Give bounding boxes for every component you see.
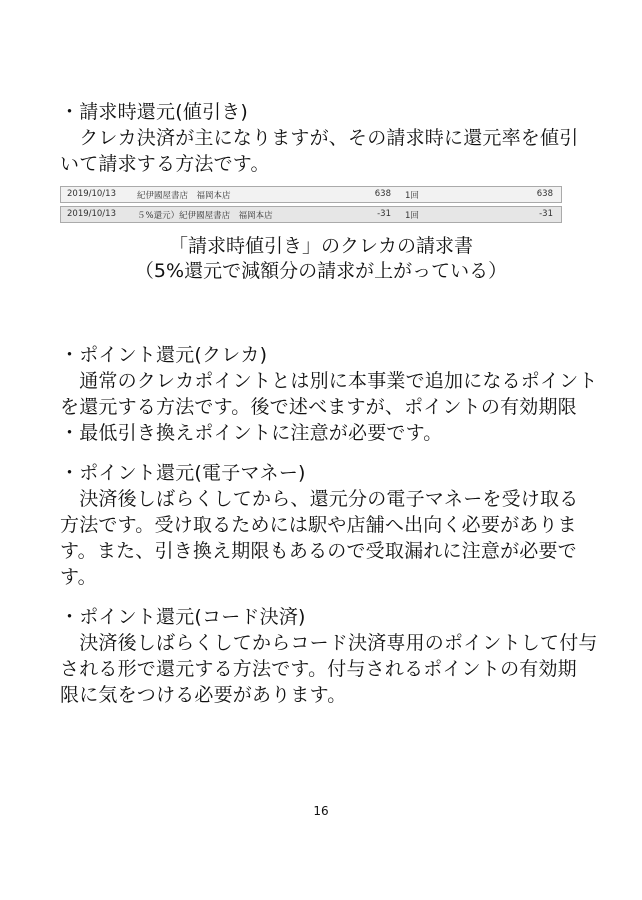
section-body-line: いて請求する方法です。 [60, 153, 270, 175]
statement-count: 1回 [405, 191, 419, 201]
section-body-line: す。また、引き換え期限もあるので受取漏れに注意が必要で [60, 540, 577, 562]
statement-caption-note: （5%還元で減額分の請求が上がっている） [134, 260, 508, 282]
statement-total: 638 [536, 189, 553, 199]
section-heading-credit-points: ・ポイント還元(クレカ) [60, 344, 268, 366]
statement-count: 1回 [405, 211, 419, 221]
statement-row [60, 186, 562, 203]
section-body-line: クレカ決済が主になりますが、その請求時に還元率を値引 [60, 127, 579, 149]
statement-caption: 「請求時値引き」のクレカの請求書 [168, 235, 473, 257]
section-body-line: ・最低引き換えポイントに注意が必要です。 [60, 422, 443, 444]
section-body-line: される形で還元する方法です。付与されるポイントの有効期 [60, 658, 577, 680]
section-heading-discount: ・請求時還元(値引き) [60, 101, 249, 123]
statement-amount: 638 [374, 189, 391, 199]
section-body-line: 決済後しばらくしてからコード決済専用のポイントして付与 [60, 632, 598, 654]
section-heading-emoney-points: ・ポイント還元(電子マネー) [60, 462, 306, 484]
section-body-line: 方法です。受け取るためには駅や店舗へ出向く必要がありま [60, 514, 577, 536]
statement-store: ５%還元）紀伊國屋書店 福岡本店 [137, 211, 273, 221]
statement-date: 2019/10/13 [67, 209, 116, 219]
statement-amount: -31 [377, 209, 391, 219]
section-body-line: 限に気をつける必要があります。 [60, 684, 347, 706]
statement-store: 紀伊國屋書店 福岡本店 [137, 191, 231, 201]
section-body-line: を還元する方法です。後で述べますが、ポイントの有効期限 [60, 396, 577, 418]
section-body-line: 通常のクレカポイントとは別に本事業で追加になるポイント [60, 370, 598, 392]
statement-date: 2019/10/13 [67, 189, 116, 199]
section-body-line: 決済後しばらくしてから、還元分の電子マネーを受け取る [60, 488, 579, 510]
section-body-line: す。 [60, 566, 97, 588]
credit-card-statement [60, 186, 562, 223]
statement-row [60, 206, 562, 223]
statement-total: -31 [539, 209, 553, 219]
page-number: 16 [313, 804, 329, 818]
section-heading-code-payment-points: ・ポイント還元(コード決済) [60, 606, 306, 628]
